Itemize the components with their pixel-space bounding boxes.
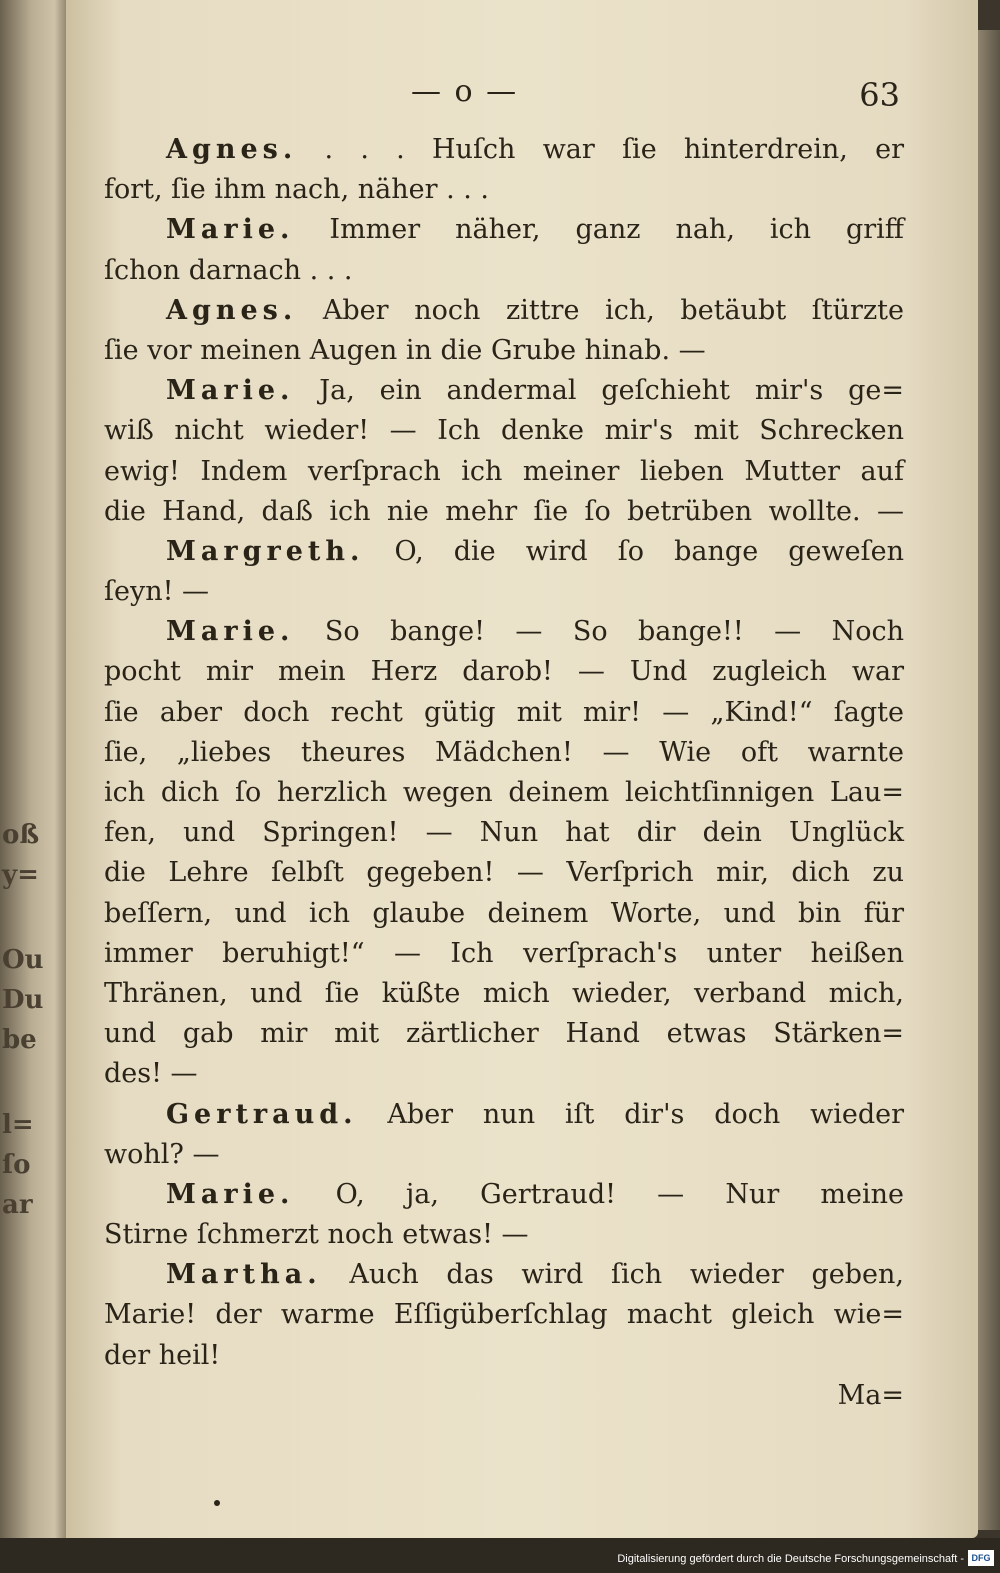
line-text: ſchon darnach . . . (104, 254, 353, 286)
text-line (104, 1175, 904, 1215)
left-page-fragment: Ou (2, 945, 44, 975)
dfg-logo: DFG (968, 1550, 994, 1566)
speaker-name: Marie. (166, 616, 295, 648)
line-text: ich dich ſo herzlich wegen deinem leichtſinnigen Lau= (104, 777, 904, 808)
text-line (104, 813, 904, 853)
line-text: der heil! (104, 1339, 221, 1371)
text-line (104, 492, 904, 532)
line-text: Ma= (837, 1379, 904, 1411)
text-line (104, 1054, 904, 1094)
line-text: O, ja, Gertraud! — Nur meine (294, 1178, 904, 1210)
left-page-fragment: be (2, 1025, 37, 1055)
text-line (104, 251, 904, 291)
book-page (66, 0, 978, 1538)
line-text: wiß nicht wieder! — Ich denke mir's mit Schrecken (104, 415, 904, 447)
left-page-fragment: oß (2, 820, 40, 850)
speaker-name: Marie. (166, 1178, 295, 1210)
page-number: 63 (859, 76, 900, 114)
text-line (104, 1014, 904, 1054)
line-text: ſie, „liebes theures Mädchen! — Wie oft warnte (104, 736, 904, 768)
left-page-fragment: Du (2, 985, 44, 1015)
text-line (104, 974, 904, 1014)
text-line (104, 652, 904, 692)
line-text: und gab mir mit zärtlicher Hand etwas Stärken= (104, 1018, 904, 1050)
line-text: die Hand, daß ich nie mehr ſie ſo betrüben wollte. — (104, 495, 904, 527)
left-page-fragment: ar (2, 1190, 33, 1220)
text-line (104, 452, 904, 492)
left-page-fragment: ſo (2, 1150, 31, 1180)
text-line (104, 1215, 904, 1255)
line-text: ſeyn! — (104, 576, 210, 608)
text-line (104, 532, 904, 572)
speaker-name: Margreth. (166, 535, 365, 567)
header-ornament: — o — (411, 74, 519, 109)
text-line (104, 291, 904, 331)
text-line (104, 331, 904, 371)
text-line (104, 210, 904, 250)
line-text: Aber nun iſt dir's doch wieder (357, 1098, 904, 1130)
line-text: . . . Huſch war ſie hinterdrein, er (297, 134, 904, 165)
left-page-fragment: y= (2, 860, 39, 890)
text-line (104, 130, 904, 170)
speaker-name: Agnes. (166, 294, 298, 326)
text-line (104, 773, 904, 813)
speaker-name: Agnes. (166, 134, 298, 165)
line-text: Ja, ein andermal geſchieht mir's ge= (294, 375, 904, 407)
line-text: Auch das wird ſich wieder geben, (321, 1259, 904, 1291)
line-text: Immer näher, ganz nah, ich griff (294, 214, 904, 246)
line-text: Marie! der warme Eſſigüberſchlag macht gleich wie= (104, 1299, 904, 1331)
speaker-name: Gertraud. (166, 1098, 358, 1130)
page-text (104, 130, 904, 1416)
left-page-edge (0, 0, 68, 1573)
line-text: des! — (104, 1058, 198, 1090)
text-line (104, 411, 904, 451)
speaker-name: Martha. (166, 1259, 322, 1291)
line-text: ſie vor meinen Augen in die Grube hinab. — (104, 334, 706, 366)
line-text: beſſern, und ich glaube deinem Worte, und bin für (104, 897, 904, 929)
line-text: pocht mir mein Herz darob! — Und zugleich war (104, 656, 904, 688)
text-line (104, 1255, 904, 1295)
line-text: die Lehre ſelbſt gegeben! — Verſprich mir, dich zu (104, 857, 904, 889)
digitization-credit: Digitalisierung gefördert durch die Deutsche Forschungsgemeinschaft - (617, 1553, 964, 1565)
text-line (104, 612, 904, 652)
line-text: immer beruhigt!“ — Ich verſprach's unter heißen (104, 937, 904, 969)
speaker-name: Marie. (166, 375, 295, 407)
text-line (104, 1336, 904, 1376)
line-text: ewig! Indem verſprach ich meiner lieben Mutter auf (104, 455, 904, 487)
text-line (104, 934, 904, 974)
line-text: Aber noch zittre ich, betäubt ſtürzte (297, 294, 904, 326)
text-line (104, 1376, 904, 1416)
text-line (104, 894, 904, 934)
text-line (104, 371, 904, 411)
text-line (104, 1135, 904, 1175)
text-line (104, 1295, 904, 1335)
text-line (104, 853, 904, 893)
ink-dot (214, 1500, 220, 1506)
line-text: O, die wird ſo bange geweſen (364, 535, 904, 567)
page-header (66, 74, 978, 114)
line-text: fort, ſie ihm nach, näher . . . (104, 174, 489, 206)
text-line (104, 170, 904, 210)
speaker-name: Marie. (166, 214, 295, 246)
left-page-fragment: l= (2, 1110, 34, 1140)
text-line (104, 693, 904, 733)
text-line (104, 1095, 904, 1135)
line-text: wohl? — (104, 1138, 220, 1170)
line-text: fen, und Springen! — Nun hat dir dein Unglück (104, 817, 904, 849)
line-text: Thränen, und ſie küßte mich wieder, verband mich, (104, 977, 904, 1009)
line-text: So bange! — So bange!! — Noch (294, 616, 904, 648)
line-text: Stirne ſchmerzt noch etwas! — (104, 1219, 529, 1251)
text-line (104, 572, 904, 612)
line-text: ſie aber doch recht gütig mit mir! — „Kind!“ ſagte (104, 696, 904, 728)
text-line (104, 733, 904, 773)
